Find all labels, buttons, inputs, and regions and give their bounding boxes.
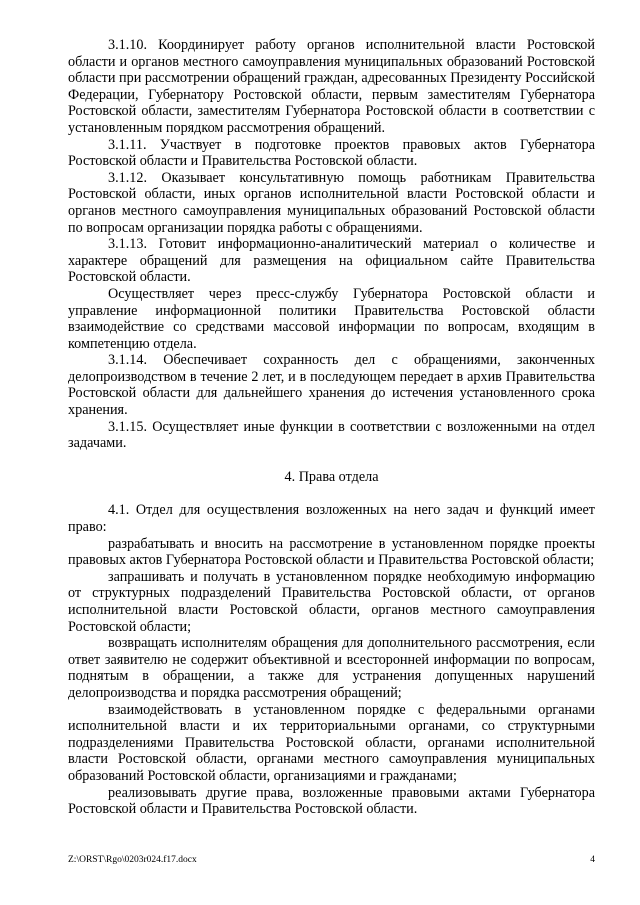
- paragraph-press-service: Осуществляет через пресс-службу Губернатора Ростовской области и управление информационной политики Правительства Ростовской области взаимодействие со средствами массовой информации по вопросам, входящим в компетенцию отдела.: [68, 285, 595, 352]
- footer-file-path: Z:\ORST\Rgo\0203r024.f17.docx: [68, 855, 197, 865]
- section-4-heading: 4. Права отдела: [284, 468, 379, 485]
- paragraph-3-1-10: 3.1.10. Координирует работу органов исполнительной власти Ростовской области и органов местного самоуправления муниципальных образований Ростовской области при рассмотрении обращений граждан, адресованных Президенту Российской Федерации, Губернатору Ростовской области, первым заместителям Губернатора Ростовской области, заместителям Губернатора Ростовской области в соответствии с установленным порядком рассмотрения обращений.: [68, 37, 595, 136]
- right-interact-authorities: взаимодействовать в установленном порядке с федеральными органами исполнительной власти и их территориальными органами, со структурными подразделениями Правительства Ростовской области, органами исполнительной власти Ростовской области, органами местного самоуправления муниципальных образований Ростовской области, организациями и гражданами;: [68, 701, 595, 784]
- paragraph-4-1: 4.1. Отдел для осуществления возложенных на него задач и функций имеет право:: [68, 502, 595, 536]
- right-develop-acts: разрабатывать и вносить на рассмотрение в установленном порядке проекты правовых актов Губернатора Ростовской области и Правительства Ростовской области;: [68, 535, 595, 569]
- paragraph-3-1-12: 3.1.12. Оказывает консультативную помощь работникам Правительства Ростовской области, иных органов исполнительной власти Ростовской области и органов местного самоуправления муниципальных образований Ростовской области по вопросам организации порядка работы с обращениями.: [68, 169, 595, 236]
- paragraph-3-1-13: 3.1.13. Готовит информационно-аналитический материал о количестве и характере обращений для размещения на официальном сайте Правительства Ростовской области.: [68, 236, 595, 286]
- right-request-information: запрашивать и получать в установленном порядке необходимую информацию от структурных подразделений Правительства Ростовской области, от органов исполнительной власти Ростовской области, органов местного самоуправления Ростовской области;: [68, 568, 595, 635]
- paragraph-3-1-11: 3.1.11. Участвует в подготовке проектов правовых актов Губернатора Ростовской области и Правительства Ростовской области.: [68, 136, 595, 170]
- page-footer: [68, 855, 595, 865]
- right-return-appeals: возвращать исполнителям обращения для дополнительного рассмотрения, если ответ заявителю не содержит объективной и всесторонней информации по вопросам, поднятым в обращении, а также для устранения допущенных нарушений делопроизводства и порядка рассмотрения обращений;: [68, 635, 595, 701]
- document-body: [68, 37, 595, 818]
- paragraph-3-1-15: 3.1.15. Осуществляет иные функции в соответствии с возложенными на отдел задачами.: [68, 418, 595, 452]
- right-other: реализовывать другие права, возложенные правовыми актами Губернатора Ростовской области и Правительства Ростовской области.: [68, 784, 595, 818]
- page-number: 4: [590, 855, 595, 865]
- paragraph-3-1-14: 3.1.14. Обеспечивает сохранность дел с обращениями, законченных делопроизводством в течение 2 лет, и в последующем передает в архив Правительства Ростовской области для дальнейшего хранения до истечения установленного срока хранения.: [68, 352, 595, 419]
